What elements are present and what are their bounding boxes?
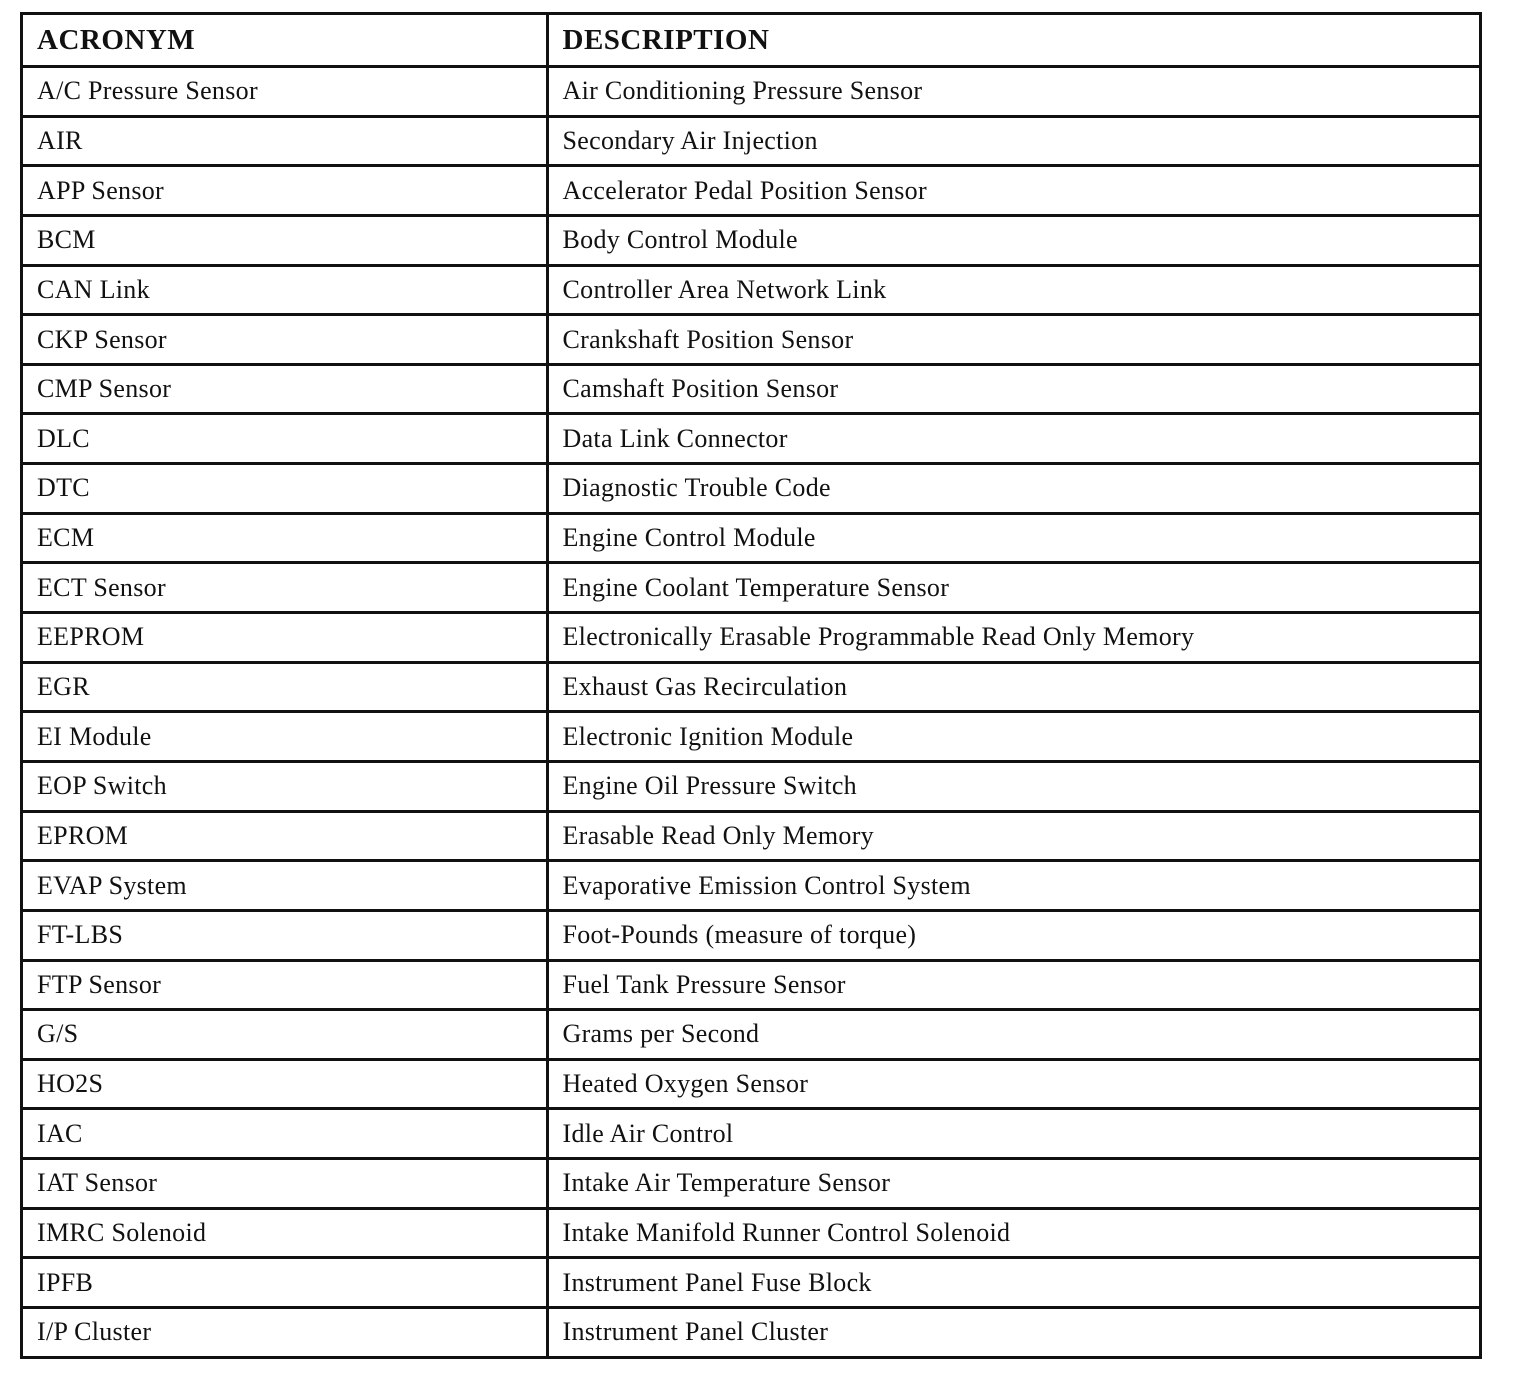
cell-acronym: CAN Link	[23, 265, 547, 315]
cell-description: Data Link Connector	[547, 414, 1479, 464]
cell-description: Intake Air Temperature Sensor	[547, 1159, 1479, 1209]
table-row	[23, 1258, 1479, 1308]
cell-acronym: IPFB	[23, 1258, 547, 1308]
table-row	[23, 67, 1479, 117]
table-row	[23, 861, 1479, 911]
cell-acronym: ECM	[23, 513, 547, 563]
table-row	[23, 662, 1479, 712]
cell-description: Diagnostic Trouble Code	[547, 464, 1479, 514]
cell-acronym: IMRC Solenoid	[23, 1208, 547, 1258]
cell-acronym: ECT Sensor	[23, 563, 547, 613]
cell-description: Electronic Ignition Module	[547, 712, 1479, 762]
table-row	[23, 563, 1479, 613]
table-row	[23, 1010, 1479, 1060]
cell-description: Erasable Read Only Memory	[547, 811, 1479, 861]
cell-description: Engine Oil Pressure Switch	[547, 761, 1479, 811]
table-row	[23, 1109, 1479, 1159]
cell-description: Fuel Tank Pressure Sensor	[547, 960, 1479, 1010]
cell-description: Engine Control Module	[547, 513, 1479, 563]
cell-acronym: EOP Switch	[23, 761, 547, 811]
cell-acronym: FT-LBS	[23, 910, 547, 960]
header-acronym: ACRONYM	[23, 15, 547, 67]
cell-description: Evaporative Emission Control System	[547, 861, 1479, 911]
cell-acronym: FTP Sensor	[23, 960, 547, 1010]
cell-description: Heated Oxygen Sensor	[547, 1059, 1479, 1109]
cell-acronym: IAT Sensor	[23, 1159, 547, 1209]
cell-description: Electronically Erasable Programmable Read Only Memory	[547, 613, 1479, 663]
table-row	[23, 712, 1479, 762]
table-row	[23, 1208, 1479, 1258]
cell-description: Air Conditioning Pressure Sensor	[547, 67, 1479, 117]
cell-acronym: EI Module	[23, 712, 547, 762]
cell-acronym: EPROM	[23, 811, 547, 861]
table-row	[23, 116, 1479, 166]
cell-description: Camshaft Position Sensor	[547, 364, 1479, 414]
cell-description: Body Control Module	[547, 215, 1479, 265]
cell-acronym: IAC	[23, 1109, 547, 1159]
cell-acronym: EEPROM	[23, 613, 547, 663]
table-row	[23, 166, 1479, 216]
cell-acronym: CMP Sensor	[23, 364, 547, 414]
cell-acronym: I/P Cluster	[23, 1308, 547, 1356]
table-row	[23, 811, 1479, 861]
cell-acronym: HO2S	[23, 1059, 547, 1109]
cell-description: Exhaust Gas Recirculation	[547, 662, 1479, 712]
cell-description: Grams per Second	[547, 1010, 1479, 1060]
table-row	[23, 910, 1479, 960]
table-header-row	[23, 15, 1479, 67]
cell-description: Idle Air Control	[547, 1109, 1479, 1159]
cell-description: Controller Area Network Link	[547, 265, 1479, 315]
table-row	[23, 315, 1479, 365]
table-row	[23, 414, 1479, 464]
cell-description: Secondary Air Injection	[547, 116, 1479, 166]
cell-acronym: APP Sensor	[23, 166, 547, 216]
table-row	[23, 215, 1479, 265]
cell-description: Instrument Panel Fuse Block	[547, 1258, 1479, 1308]
table-row	[23, 1308, 1479, 1356]
table-row	[23, 265, 1479, 315]
acronym-table	[23, 15, 1479, 1356]
cell-description: Instrument Panel Cluster	[562, 1317, 829, 1347]
cell-acronym: CKP Sensor	[23, 315, 547, 365]
cell-acronym: EVAP System	[23, 861, 547, 911]
table-row	[23, 364, 1479, 414]
cell-acronym: DTC	[23, 464, 547, 514]
table-row	[23, 960, 1479, 1010]
cell-acronym: DLC	[23, 414, 547, 464]
cell-description: Engine Coolant Temperature Sensor	[547, 563, 1479, 613]
table-row	[23, 464, 1479, 514]
acronym-table-container	[20, 12, 1482, 1359]
cell-description: Foot-Pounds (measure of torque)	[547, 910, 1479, 960]
table-row	[23, 761, 1479, 811]
cell-acronym: AIR	[23, 116, 547, 166]
cell-acronym: G/S	[23, 1010, 547, 1060]
cell-description: Crankshaft Position Sensor	[547, 315, 1479, 365]
cell-acronym: BCM	[23, 215, 547, 265]
cell-acronym: EGR	[23, 662, 547, 712]
cell-description: Intake Manifold Runner Control Solenoid	[547, 1208, 1479, 1258]
header-description: DESCRIPTION	[547, 15, 1479, 67]
cell-acronym: A/C Pressure Sensor	[23, 67, 547, 117]
table-row	[23, 1159, 1479, 1209]
table-row	[23, 513, 1479, 563]
table-row	[23, 613, 1479, 663]
table-row	[23, 1059, 1479, 1109]
table-body	[23, 67, 1479, 1356]
cell-description: Accelerator Pedal Position Sensor	[547, 166, 1479, 216]
